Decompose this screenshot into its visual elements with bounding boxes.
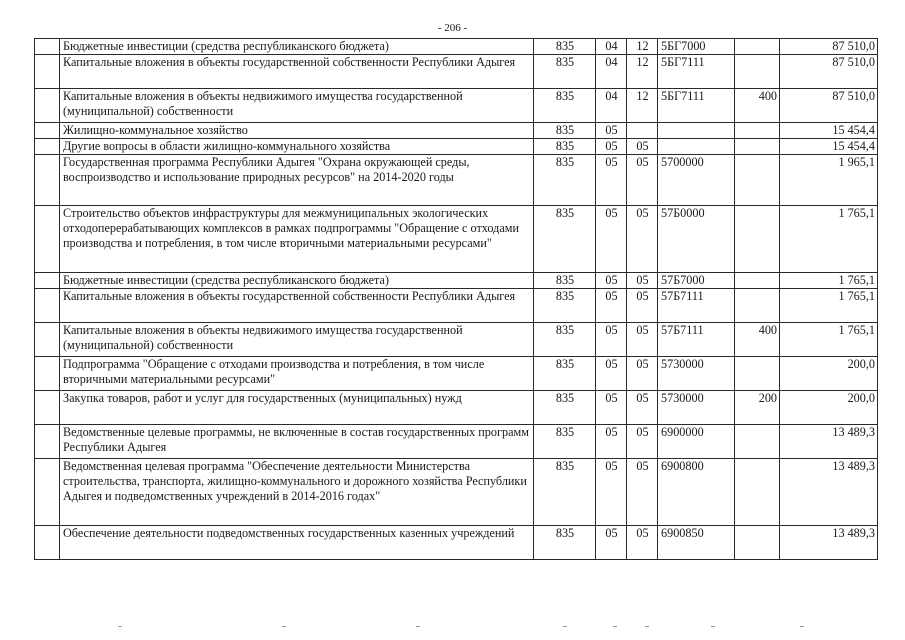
budget-table [34,38,878,560]
row-amount: 1 765,1 [780,273,878,289]
row-subsection-code: 05 [627,459,658,526]
table-row [35,323,878,357]
row-blank-cell [35,139,60,155]
row-section-code: 05 [596,273,627,289]
row-expense-type [735,206,780,273]
table-row [35,39,878,55]
row-blank-cell [35,55,60,89]
row-target-article: 57Б7111 [658,323,735,357]
row-blank-cell [35,391,60,425]
table-row [35,89,878,123]
row-ved-code: 835 [534,55,596,89]
row-amount: 13 489,3 [780,459,878,526]
row-subsection-code: 05 [627,357,658,391]
row-blank-cell [35,89,60,123]
row-target-article: 57Б7000 [658,273,735,289]
row-subsection-code: 05 [627,273,658,289]
row-name: Жилищно-коммунальное хозяйство [60,123,534,139]
row-expense-type [735,139,780,155]
row-expense-type [735,289,780,323]
row-ved-code: 835 [534,273,596,289]
row-section-code: 05 [596,425,627,459]
row-amount: 87 510,0 [780,55,878,89]
row-name: Другие вопросы в области жилищно-коммунального хозяйства [60,139,534,155]
row-target-article: 57Б7111 [658,289,735,323]
row-blank-cell [35,357,60,391]
row-section-code: 05 [596,206,627,273]
row-section-code: 05 [596,139,627,155]
row-ved-code: 835 [534,39,596,55]
row-target-article [658,139,735,155]
row-amount: 1 965,1 [780,155,878,206]
row-subsection-code: 05 [627,289,658,323]
row-amount: 87 510,0 [780,89,878,123]
row-expense-type [735,55,780,89]
row-ved-code: 835 [534,206,596,273]
row-target-article: 5БГ7000 [658,39,735,55]
row-amount: 200,0 [780,357,878,391]
table-row [35,139,878,155]
table-row [35,357,878,391]
row-expense-type: 200 [735,391,780,425]
row-section-code: 05 [596,526,627,560]
row-subsection-code: 12 [627,39,658,55]
row-blank-cell [35,323,60,357]
row-amount: 1 765,1 [780,323,878,357]
scan-edge-marks [0,626,905,632]
row-subsection-code: 05 [627,391,658,425]
row-section-code: 05 [596,391,627,425]
row-ved-code: 835 [534,123,596,139]
row-ved-code: 835 [534,289,596,323]
row-blank-cell [35,123,60,139]
row-target-article [658,123,735,139]
row-section-code: 05 [596,323,627,357]
row-ved-code: 835 [534,89,596,123]
table-row [35,155,878,206]
row-ved-code: 835 [534,425,596,459]
row-section-code: 05 [596,155,627,206]
row-subsection-code: 05 [627,206,658,273]
row-target-article: 5730000 [658,391,735,425]
row-target-article: 5БГ7111 [658,55,735,89]
row-blank-cell [35,39,60,55]
row-section-code: 05 [596,123,627,139]
row-expense-type [735,425,780,459]
row-ved-code: 835 [534,139,596,155]
row-ved-code: 835 [534,391,596,425]
row-amount: 87 510,0 [780,39,878,55]
row-expense-type [735,357,780,391]
table-row [35,391,878,425]
row-target-article: 5700000 [658,155,735,206]
row-expense-type [735,526,780,560]
row-section-code: 05 [596,289,627,323]
row-section-code: 04 [596,39,627,55]
row-subsection-code: 05 [627,155,658,206]
row-subsection-code: 12 [627,55,658,89]
table-row [35,425,878,459]
row-subsection-code: 05 [627,526,658,560]
row-name: Бюджетные инвестиции (средства республиканского бюджета) [60,273,534,289]
row-name: Ведомственная целевая программа "Обеспечение деятельности Министерства строительства, транспорта, жилищно-коммунального и дорожного хозяйства Республики Адыгея и подведомственных учреждений в 2014-2016 годах" [60,459,534,526]
row-name: Капитальные вложения в объекты государственной собственности Республики Адыгея [60,55,534,89]
table-row [35,273,878,289]
row-section-code: 04 [596,89,627,123]
row-blank-cell [35,289,60,323]
row-target-article: 6900800 [658,459,735,526]
row-target-article: 6900850 [658,526,735,560]
row-target-article: 57Б0000 [658,206,735,273]
row-amount: 15 454,4 [780,123,878,139]
row-subsection-code [627,123,658,139]
row-expense-type [735,155,780,206]
row-expense-type [735,459,780,526]
row-amount: 1 765,1 [780,206,878,273]
row-target-article: 5БГ7111 [658,89,735,123]
row-subsection-code: 05 [627,323,658,357]
table-row [35,526,878,560]
row-amount: 13 489,3 [780,526,878,560]
row-expense-type [735,123,780,139]
row-name: Капитальные вложения в объекты недвижимого имущества государственной (муниципальной) собственности [60,323,534,357]
row-name: Капитальные вложения в объекты недвижимого имущества государственной (муниципальной) собственности [60,89,534,123]
page-number: - 206 - [437,22,468,34]
row-subsection-code: 12 [627,89,658,123]
row-name: Бюджетные инвестиции (средства республиканского бюджета) [60,39,534,55]
row-ved-code: 835 [534,323,596,357]
row-ved-code: 835 [534,357,596,391]
row-expense-type: 400 [735,89,780,123]
row-blank-cell [35,459,60,526]
row-ved-code: 835 [534,155,596,206]
row-subsection-code: 05 [627,139,658,155]
row-ved-code: 835 [534,526,596,560]
table-row [35,459,878,526]
table-row [35,289,878,323]
row-blank-cell [35,155,60,206]
row-expense-type [735,273,780,289]
budget-table-body [35,39,878,560]
row-amount: 1 765,1 [780,289,878,323]
row-blank-cell [35,273,60,289]
row-name: Закупка товаров, работ и услуг для государственных (муниципальных) нужд [60,391,534,425]
row-blank-cell [35,526,60,560]
row-expense-type [735,39,780,55]
row-name: Строительство объектов инфраструктуры для межмуниципальных экологических отходоперерабатывающих комплексов в рамках подпрограммы "Обращение с отходами производства и потребления, в том числе вторичными материальными ресурсами" [60,206,534,273]
table-row [35,206,878,273]
row-ved-code: 835 [534,459,596,526]
table-row [35,123,878,139]
row-section-code: 05 [596,459,627,526]
row-section-code: 04 [596,55,627,89]
table-row [35,55,878,89]
row-section-code: 05 [596,357,627,391]
row-amount: 13 489,3 [780,425,878,459]
row-name: Государственная программа Республики Адыгея "Охрана окружающей среды, воспроизводство и использование природных ресурсов" на 2014-2020 годы [60,155,534,206]
row-name: Обеспечение деятельности подведомственных государственных казенных учреждений [60,526,534,560]
row-target-article: 5730000 [658,357,735,391]
row-name: Подпрограмма "Обращение с отходами производства и потребления, в том числе вторичными материальными ресурсами" [60,357,534,391]
row-name: Капитальные вложения в объекты государственной собственности Республики Адыгея [60,289,534,323]
row-expense-type: 400 [735,323,780,357]
row-blank-cell [35,425,60,459]
row-name: Ведомственные целевые программы, не включенные в состав государственных программ Республики Адыгея [60,425,534,459]
row-amount: 15 454,4 [780,139,878,155]
row-amount: 200,0 [780,391,878,425]
row-target-article: 6900000 [658,425,735,459]
row-subsection-code: 05 [627,425,658,459]
row-blank-cell [35,206,60,273]
